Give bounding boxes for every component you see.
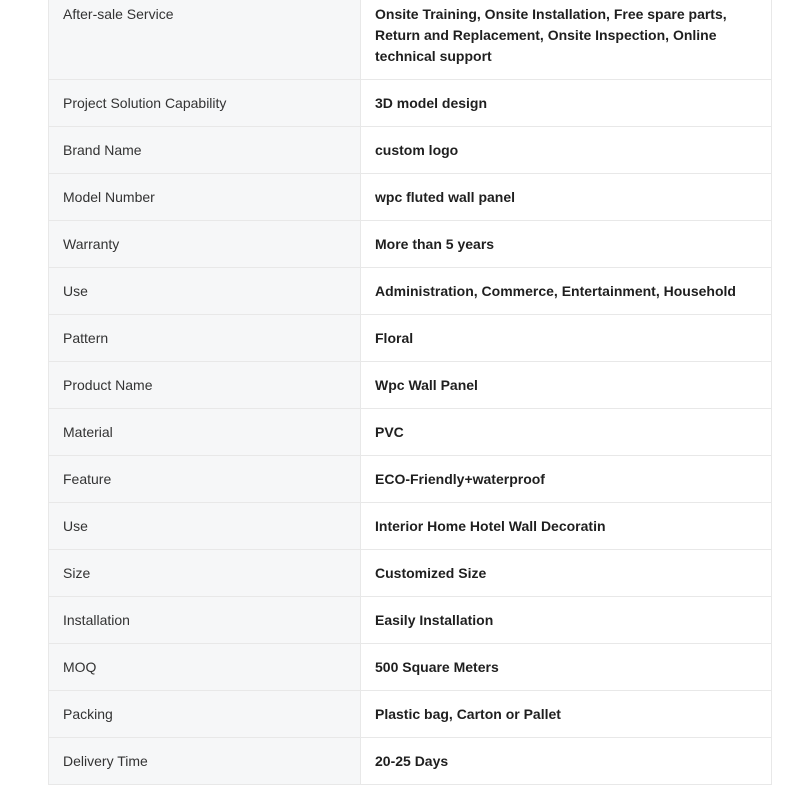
spec-value: 500 Square Meters: [361, 644, 771, 690]
spec-label: Packing: [49, 691, 361, 737]
spec-row: [49, 738, 771, 784]
product-spec-table: [48, 0, 772, 785]
spec-row: [49, 409, 771, 456]
spec-value: Onsite Training, Onsite Installation, Free spare parts, Return and Replacement, Onsite Inspection, Online technical support: [361, 0, 771, 79]
spec-value: Floral: [361, 315, 771, 361]
spec-row: [49, 174, 771, 221]
spec-row: [49, 597, 771, 644]
spec-row: [49, 80, 771, 127]
spec-label: Pattern: [49, 315, 361, 361]
spec-label: Use: [49, 503, 361, 549]
spec-value: ECO-Friendly+waterproof: [361, 456, 771, 502]
spec-row: [49, 0, 771, 80]
spec-label: Feature: [49, 456, 361, 502]
spec-row: [49, 691, 771, 738]
spec-label: Project Solution Capability: [49, 80, 361, 126]
spec-row: [49, 362, 771, 409]
spec-value: wpc fluted wall panel: [361, 174, 771, 220]
spec-label: Brand Name: [49, 127, 361, 173]
spec-row: [49, 268, 771, 315]
spec-value: Customized Size: [361, 550, 771, 596]
spec-label: After-sale Service: [49, 0, 361, 79]
spec-value: 20-25 Days: [361, 738, 771, 784]
spec-label: Model Number: [49, 174, 361, 220]
spec-row: [49, 644, 771, 691]
spec-row: [49, 550, 771, 597]
spec-label: Delivery Time: [49, 738, 361, 784]
spec-value: 3D model design: [361, 80, 771, 126]
spec-value: Wpc Wall Panel: [361, 362, 771, 408]
spec-value: Plastic bag, Carton or Pallet: [361, 691, 771, 737]
spec-label: Material: [49, 409, 361, 455]
spec-value: Administration, Commerce, Entertainment, Household: [361, 268, 771, 314]
spec-label: Installation: [49, 597, 361, 643]
spec-value: Easily Installation: [361, 597, 771, 643]
spec-value: custom logo: [361, 127, 771, 173]
spec-label: MOQ: [49, 644, 361, 690]
spec-value: PVC: [361, 409, 771, 455]
spec-label: Use: [49, 268, 361, 314]
spec-value: Interior Home Hotel Wall Decoratin: [361, 503, 771, 549]
spec-label: Product Name: [49, 362, 361, 408]
spec-row: [49, 315, 771, 362]
spec-row: [49, 221, 771, 268]
spec-value: More than 5 years: [361, 221, 771, 267]
spec-label: Size: [49, 550, 361, 596]
spec-row: [49, 456, 771, 503]
spec-label: Warranty: [49, 221, 361, 267]
spec-row: [49, 127, 771, 174]
spec-row: [49, 503, 771, 550]
